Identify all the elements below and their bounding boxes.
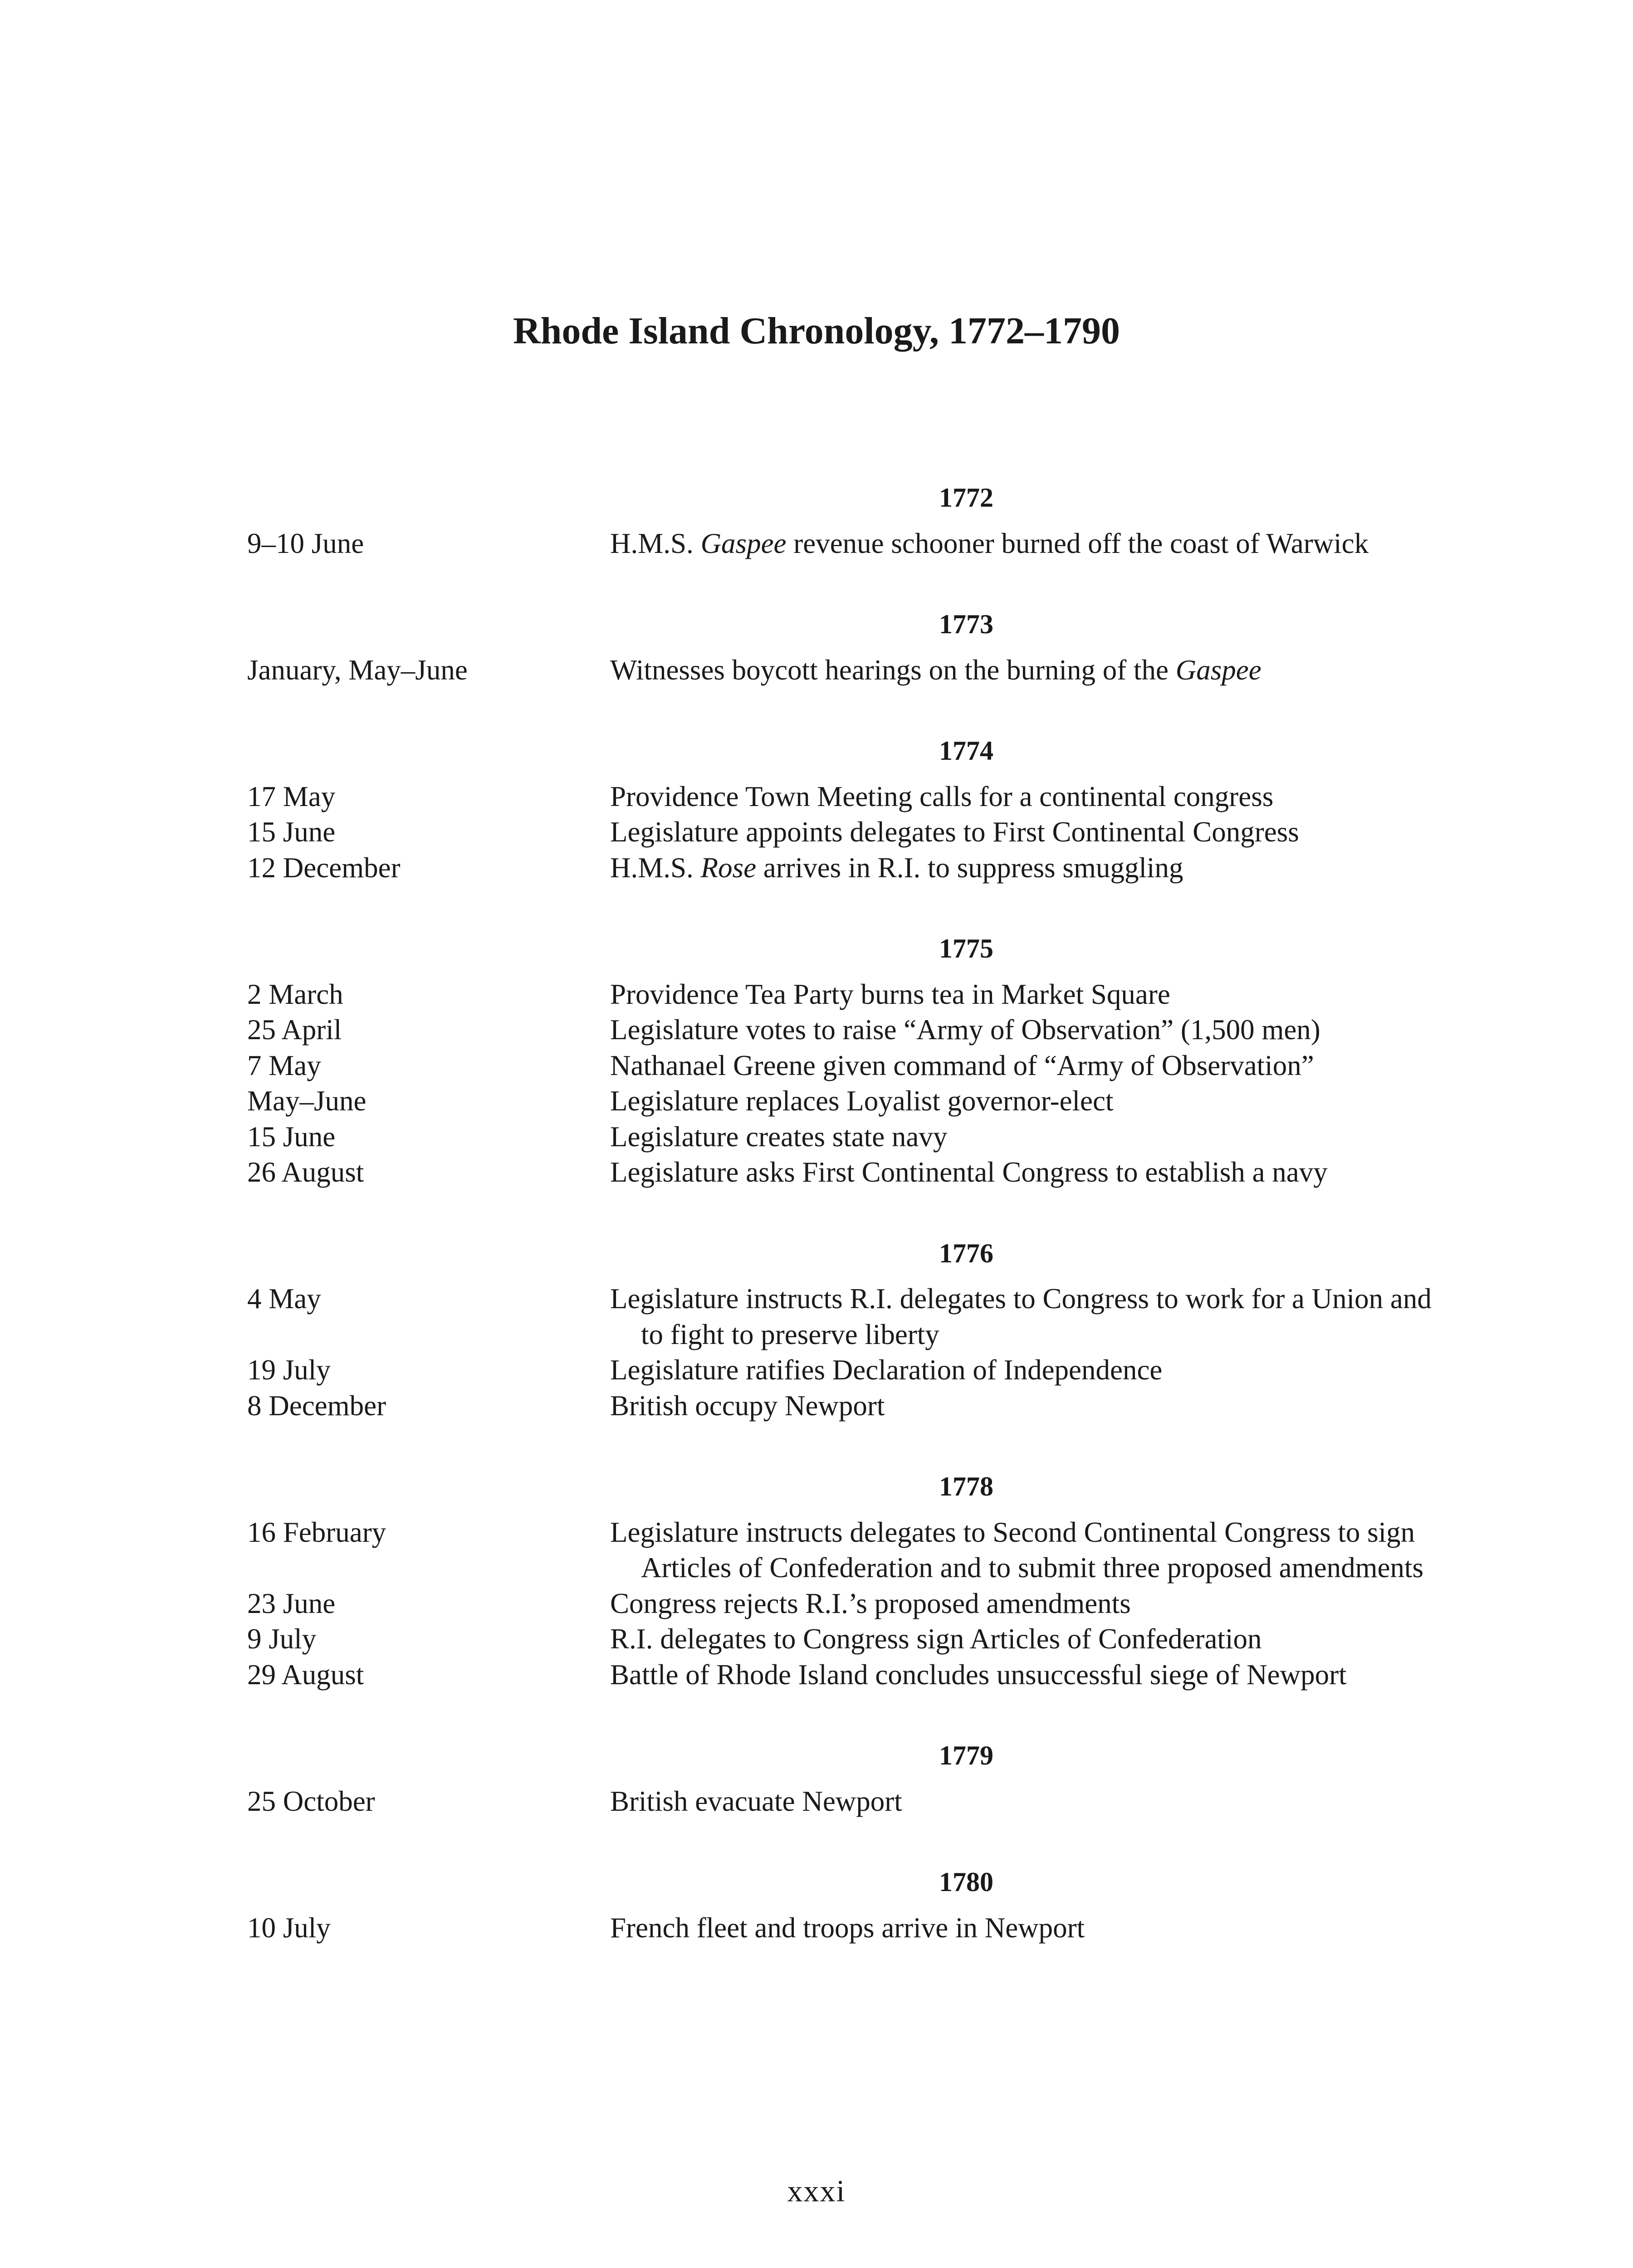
event-date: 29 August	[247, 1658, 364, 1691]
event-description	[610, 1083, 1440, 1119]
event-text: Legislature creates state navy	[610, 1120, 948, 1153]
event-text: Battle of Rhode Island concludes unsuccessful siege of Newport	[610, 1658, 1347, 1691]
event-date: 16 February	[247, 1516, 386, 1548]
event-text: Witnesses boycott hearings on the burning of the	[610, 654, 1176, 686]
event-description	[610, 977, 1440, 1012]
event-text: revenue schooner burned off the coast of Warwick	[786, 527, 1369, 559]
year-heading: 1774	[939, 736, 993, 766]
event-row	[247, 1784, 1440, 1819]
event-text: Legislature instructs delegates to Second Continental Congress to sign Articles of Confederation and to submit three proposed amendments	[610, 1516, 1424, 1584]
event-text: French fleet and troops arrive in Newport	[610, 1911, 1085, 1944]
event-text: arrives in R.I. to suppress smuggling	[756, 851, 1183, 884]
event-date: 26 August	[247, 1156, 364, 1188]
event-text: H.M.S.	[610, 851, 701, 884]
event-date: 25 April	[247, 1014, 342, 1046]
event-row	[247, 1352, 1440, 1388]
event-date: 25 October	[247, 1785, 375, 1817]
event-text: Nathanael Greene given command of “Army of Observation”	[610, 1049, 1314, 1081]
event-text: British evacuate Newport	[610, 1785, 902, 1817]
event-text: British occupy Newport	[610, 1389, 885, 1422]
event-row	[247, 814, 1440, 850]
event-row	[247, 1910, 1440, 1946]
event-date: 9 July	[247, 1623, 317, 1655]
event-row	[247, 526, 1440, 562]
event-date: May–June	[247, 1085, 367, 1117]
event-description	[610, 1910, 1440, 1946]
chronology-list	[247, 480, 1440, 1991]
event-description	[610, 526, 1440, 562]
event-text: Legislature appoints delegates to First Continental Congress	[610, 816, 1299, 848]
event-row	[247, 1012, 1440, 1048]
event-row	[247, 1154, 1440, 1190]
event-row	[247, 1083, 1440, 1119]
year-heading: 1779	[939, 1740, 993, 1770]
event-description	[610, 1515, 1440, 1586]
event-date: 2 March	[247, 978, 343, 1010]
year-section	[247, 1236, 1440, 1424]
year-heading: 1776	[939, 1238, 993, 1268]
year-heading: 1778	[939, 1471, 993, 1501]
event-date: 9–10 June	[247, 527, 364, 559]
year-section	[247, 1864, 1440, 1945]
event-description	[610, 1352, 1440, 1388]
event-text: Providence Town Meeting calls for a continental congress	[610, 780, 1274, 812]
event-date: 23 June	[247, 1587, 336, 1619]
event-description	[610, 1048, 1440, 1084]
event-description	[610, 1621, 1440, 1657]
year-heading: 1780	[939, 1867, 993, 1897]
ship-name: Gaspee	[1175, 654, 1261, 686]
event-row	[247, 1515, 1440, 1586]
event-row	[247, 1048, 1440, 1084]
ship-name: Rose	[700, 851, 757, 884]
event-description	[610, 1154, 1440, 1190]
year-section	[247, 733, 1440, 885]
event-description	[610, 814, 1440, 850]
event-text: Providence Tea Party burns tea in Market Square	[610, 978, 1170, 1010]
event-date: 4 May	[247, 1283, 321, 1315]
event-date: 7 May	[247, 1049, 321, 1081]
event-row	[247, 1281, 1440, 1352]
year-heading: 1772	[939, 483, 993, 513]
event-text: R.I. delegates to Congress sign Articles of Confederation	[610, 1623, 1262, 1655]
event-text: Legislature ratifies Declaration of Independence	[610, 1354, 1163, 1386]
year-section	[247, 1469, 1440, 1692]
year-heading: 1775	[939, 934, 993, 963]
event-text: Legislature asks First Continental Congress to establish a navy	[610, 1156, 1328, 1188]
year-section	[247, 1738, 1440, 1819]
event-date: 8 December	[247, 1389, 386, 1422]
event-description	[610, 652, 1440, 688]
year-section	[247, 931, 1440, 1190]
event-description	[610, 1012, 1440, 1048]
event-date: 15 June	[247, 816, 336, 848]
year-heading: 1773	[939, 609, 993, 639]
event-date: 12 December	[247, 851, 401, 884]
event-row	[247, 1388, 1440, 1424]
event-text: H.M.S.	[610, 527, 701, 559]
event-row	[247, 1657, 1440, 1693]
event-row	[247, 1621, 1440, 1657]
year-section	[247, 480, 1440, 561]
event-text: Congress rejects R.I.’s proposed amendments	[610, 1587, 1131, 1619]
event-row	[247, 779, 1440, 815]
event-description	[610, 1784, 1440, 1819]
event-date: 15 June	[247, 1120, 336, 1153]
event-row	[247, 850, 1440, 886]
event-row	[247, 1586, 1440, 1622]
event-row	[247, 977, 1440, 1012]
event-description	[610, 1281, 1440, 1352]
event-text: Legislature instructs R.I. delegates to Congress to work for a Union and to fight to preserve liberty	[610, 1283, 1432, 1350]
page-number: xxxi	[787, 2174, 846, 2208]
event-description	[610, 1657, 1440, 1693]
event-description	[610, 1388, 1440, 1424]
event-description	[610, 779, 1440, 815]
ship-name: Gaspee	[700, 527, 787, 559]
event-row	[247, 652, 1440, 688]
event-text: Legislature replaces Loyalist governor-elect	[610, 1085, 1114, 1117]
event-text: Legislature votes to raise “Army of Observation” (1,500 men)	[610, 1014, 1320, 1046]
event-description	[610, 1586, 1440, 1622]
year-section	[247, 606, 1440, 688]
event-row	[247, 1119, 1440, 1155]
event-date: 19 July	[247, 1354, 331, 1386]
event-date: 10 July	[247, 1911, 331, 1944]
page-title: Rhode Island Chronology, 1772–1790	[513, 310, 1120, 352]
event-date: 17 May	[247, 780, 336, 812]
event-date: January, May–June	[247, 654, 468, 686]
event-description	[610, 1119, 1440, 1155]
event-description	[610, 850, 1440, 886]
